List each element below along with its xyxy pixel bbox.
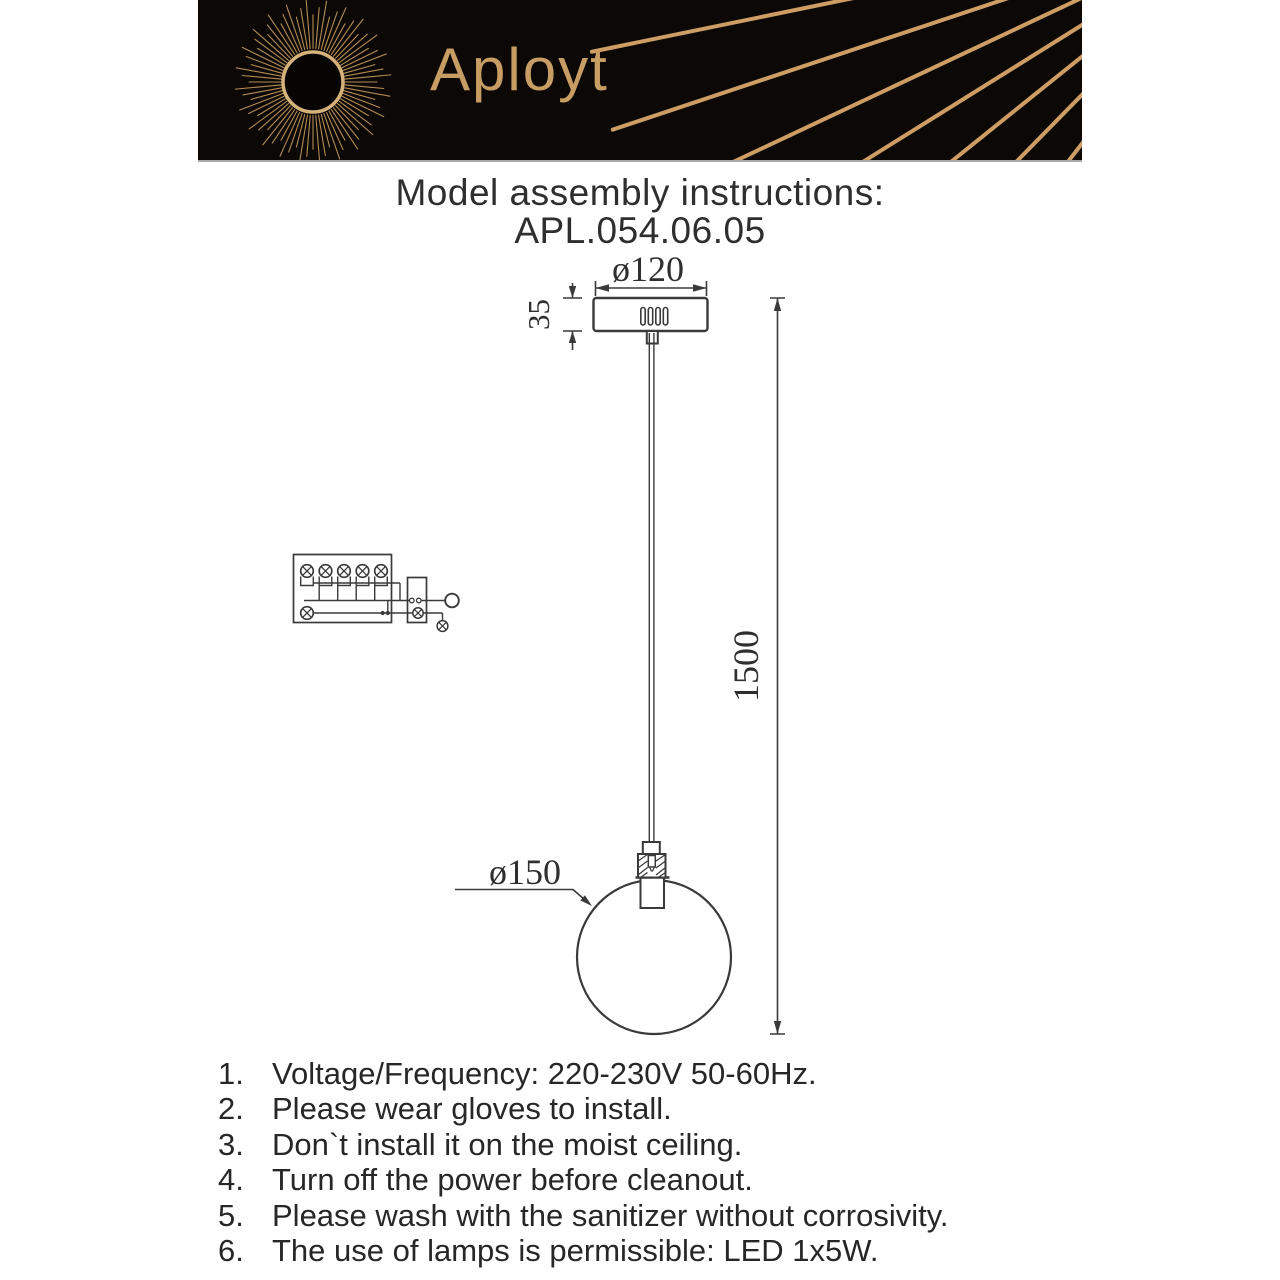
canopy-vent-slot (663, 308, 667, 326)
instruction-item (218, 1091, 1118, 1126)
wiring-diagram (294, 555, 459, 632)
cable-collar (643, 842, 660, 854)
instruction-text: Turn off the power before cleanout. (272, 1162, 753, 1198)
instruction-item (218, 1233, 1118, 1268)
dimension-canopy-diameter (596, 249, 707, 296)
instruction-item (218, 1162, 1118, 1197)
dimension-label-suspension-length: 1500 (726, 630, 766, 702)
canopy (594, 298, 708, 344)
socket-assembly (636, 842, 670, 908)
instruction-number: 5. (218, 1197, 244, 1233)
instruction-number: 2. (218, 1091, 244, 1127)
instruction-text: Please wear gloves to install. (272, 1091, 672, 1127)
instruction-item (218, 1127, 1118, 1162)
instruction-number: 4. (218, 1162, 244, 1198)
instructions-list (218, 1056, 1118, 1268)
socket-tube (641, 878, 665, 909)
canopy-vent-slot (641, 308, 645, 326)
instruction-item (218, 1056, 1118, 1091)
socket-pin (648, 856, 655, 868)
model-number: APL.054.06.05 (514, 210, 766, 251)
dimension-label-canopy-height: 35 (521, 299, 556, 330)
brand-logotype: Aployt (430, 36, 609, 103)
instruction-text: The use of lamps is permissible: LED 1x5W. (272, 1233, 879, 1269)
canopy-stem (647, 331, 658, 344)
instruction-number: 3. (218, 1126, 244, 1162)
suspension-cable (649, 333, 654, 843)
instruction-number: 1. (218, 1056, 244, 1091)
dimension-canopy-height (521, 283, 582, 350)
lamp-symbol (445, 594, 459, 608)
canopy-vent-slot (648, 308, 652, 326)
dimension-label-shade-diameter: ø150 (489, 852, 561, 892)
instruction-item (218, 1198, 1118, 1233)
dimension-label-canopy-diameter: ø120 (612, 249, 684, 289)
instruction-number: 6. (218, 1233, 244, 1269)
ground-terminal (301, 601, 413, 620)
dimension-suspension-length (726, 298, 785, 1034)
dimension-shade-diameter (455, 852, 592, 906)
instruction-text: Don`t install it on the moist ceiling. (272, 1126, 743, 1162)
instruction-text: Voltage/Frequency: 220-230V 50-60Hz. (272, 1056, 817, 1091)
instruction-text: Please wash with the sanitizer without corrosivity. (272, 1197, 949, 1233)
canopy-vent-slot (656, 308, 660, 326)
page-title: Model assembly instructions: (395, 172, 885, 213)
